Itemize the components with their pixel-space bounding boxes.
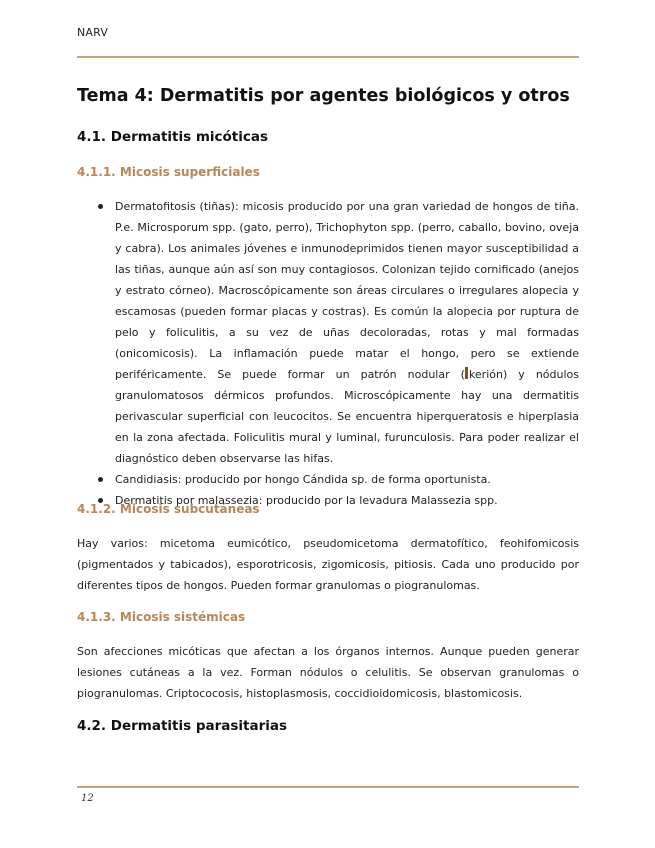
subsection-heading-4-1-1: 4.1.1. Micosis superficiales [77,165,260,179]
page-header-label: NARV [77,26,109,39]
bullet-dot-icon [98,204,103,209]
dermatofitosis-text-start: Dermatofitosis (tiñas): micosis producido por una gran variedad de hongos de tiña. P.e. Microsporum spp. (gato, perro), Trichophyton spp. (perro, caballo, bovino, oveja y cabra). Los animales jóvenes e inmunodeprimidos tienen mayor susceptibilidad a las tiñas, aunque aún así son muy contagiosos. Colonizan tejido cornificado (anejos y estrato córneo). Macroscópicamente son áreas circulares o irregulares alopecia y escamosas (pueden formar placas y costras). Es común la alopecia por ruptura de pelo y foliculitis, a su vez de uñas decoloradas, rotas y mal formadas (onicomicosis). La inflamación puede matar el hongo, pero se extiende periféricamente. Se puede formar un patrón nodular ( [115,200,579,381]
candidiasis-text: Candidiasis: producido por hongo Cándida sp. de forma oportunista. [115,473,491,486]
micosis-subcutaneas-paragraph: Hay varios: micetoma eumicótico, pseudomicetoma dermatofítico, feohifomicosis (pigmentados y tabicados), esporotricosis, zigomicosis, pitiosis. Cada uno producido por diferentes tipos de hongos. Pueden formar granulomas o piogranulomas. [77,537,579,592]
dermatofitosis-text-end: kerión) y nódulos granulomatosos dérmicos profundos. Microscópicamente hay una dermatitis perivascular superficial con leucocitos. Se encuentra hiperqueratosis e hiperplasia en la zona afectada. Foliculitis mural y luminal, furunculosis. Para poder realizar el diagnóstico deben observarse las hifas. [115,368,579,465]
micosis-superficiales-list [77,196,579,511]
malassezia-text: Dermatitis por malassezia: producido por la levadura Malassezia spp. [115,494,498,507]
subsection-heading-4-1-2: 4.1.2. Micosis subcutáneas [77,502,260,516]
footer-rule [77,786,579,788]
page-number: 12 [81,793,94,804]
list-item [77,469,579,490]
section-heading-4-1: 4.1. Dermatitis micóticas [77,129,269,145]
bullet-dot-icon [98,477,103,482]
section-heading-4-2: 4.2. Dermatitis parasitarias [77,718,288,734]
list-item [77,196,579,469]
header-rule [77,56,579,58]
subsection-heading-4-1-3: 4.1.3. Micosis sistémicas [77,610,246,624]
micosis-sistemicas-paragraph: Son afecciones micóticas que afectan a los órganos internos. Aunque pueden generar lesiones cutáneas a la vez. Forman nódulos o celulitis. Se observan granulomas o piogranulomas. Criptococosis, histoplasmosis, coccidioidomicosis, blastomicosis. [77,645,579,700]
text-cursor-icon [465,367,468,379]
document-title: Tema 4: Dermatitis por agentes biológicos y otros [77,86,570,106]
